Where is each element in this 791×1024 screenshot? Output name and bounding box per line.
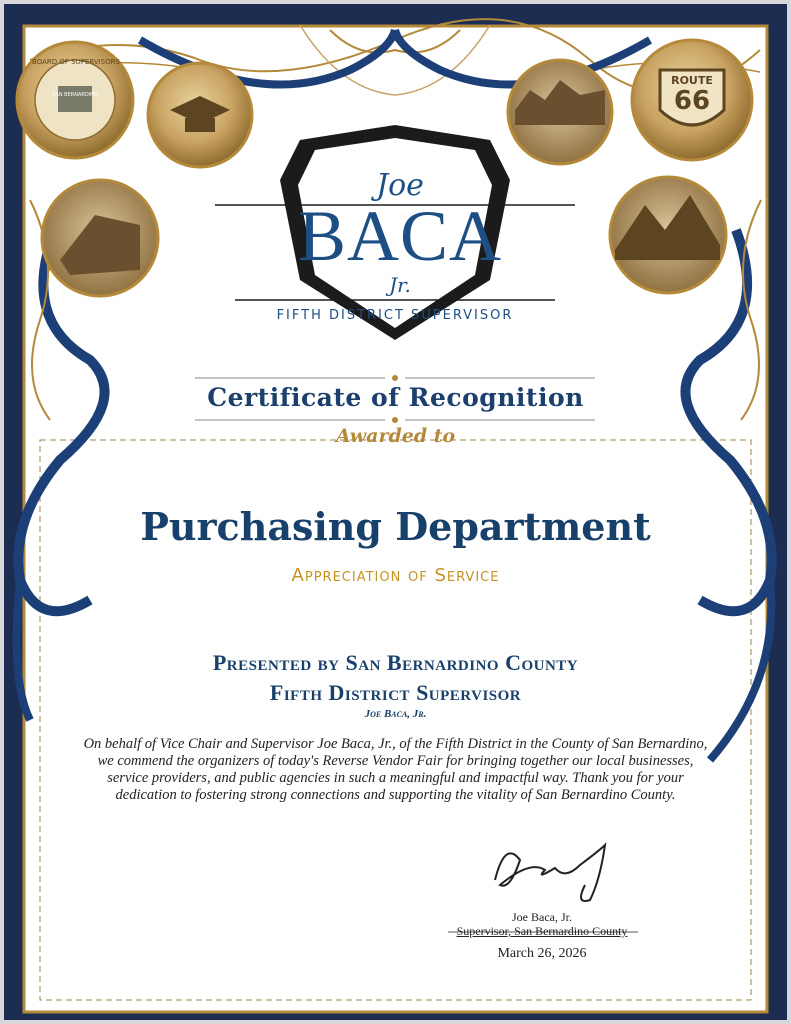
commendation-text: On behalf of Vice Chair and Supervisor Joe Baca, Jr., of the Fifth District in the County of San Bernardino, we commend the organizers of today's Reverse Vendor Fair for bringing together our local businesses, service providers, and public agencies in such a meaningful and impactful way. Thank you for your dedication to fostering strong connections and supporting the vitality of San Bernardino County. [83, 736, 708, 803]
train-medallion [42, 180, 158, 296]
header-suffix: Jr. [389, 273, 411, 297]
awarded-to-label: Awarded to [335, 425, 456, 447]
route-sign-word: ROUTE [671, 74, 713, 87]
header-last-name: BACA [297, 196, 503, 276]
seal-inner-text: SAN BERNARDINO [52, 92, 98, 98]
city-stadium-medallion [508, 60, 612, 164]
presented-by-line1: Presented by San Bernardino County [212, 650, 579, 675]
signer-name: Joe Baca, Jr. [512, 910, 572, 924]
certificate-title: Certificate of Recognition [207, 383, 584, 412]
presented-by-line3: Joe Baca, Jr. [364, 708, 427, 720]
appreciation-subtitle: Appreciation of Service [291, 565, 500, 586]
signature-date: March 26, 2026 [497, 946, 587, 961]
header-subtitle: FIFTH DISTRICT SUPERVISOR [276, 308, 514, 323]
route-sign-number: 66 [673, 86, 711, 116]
mountain-lake-medallion [610, 177, 726, 293]
presented-by-line2: Fifth District Supervisor [269, 680, 522, 705]
seal-ring-text: BOARD OF SUPERVISORS [32, 58, 120, 66]
graduation-cap-medallion [148, 63, 252, 167]
header-first-name: Joe [376, 168, 424, 203]
recipient-name: Purchasing Department [140, 504, 651, 549]
signer-title: Supervisor, San Bernardino County [456, 924, 628, 938]
